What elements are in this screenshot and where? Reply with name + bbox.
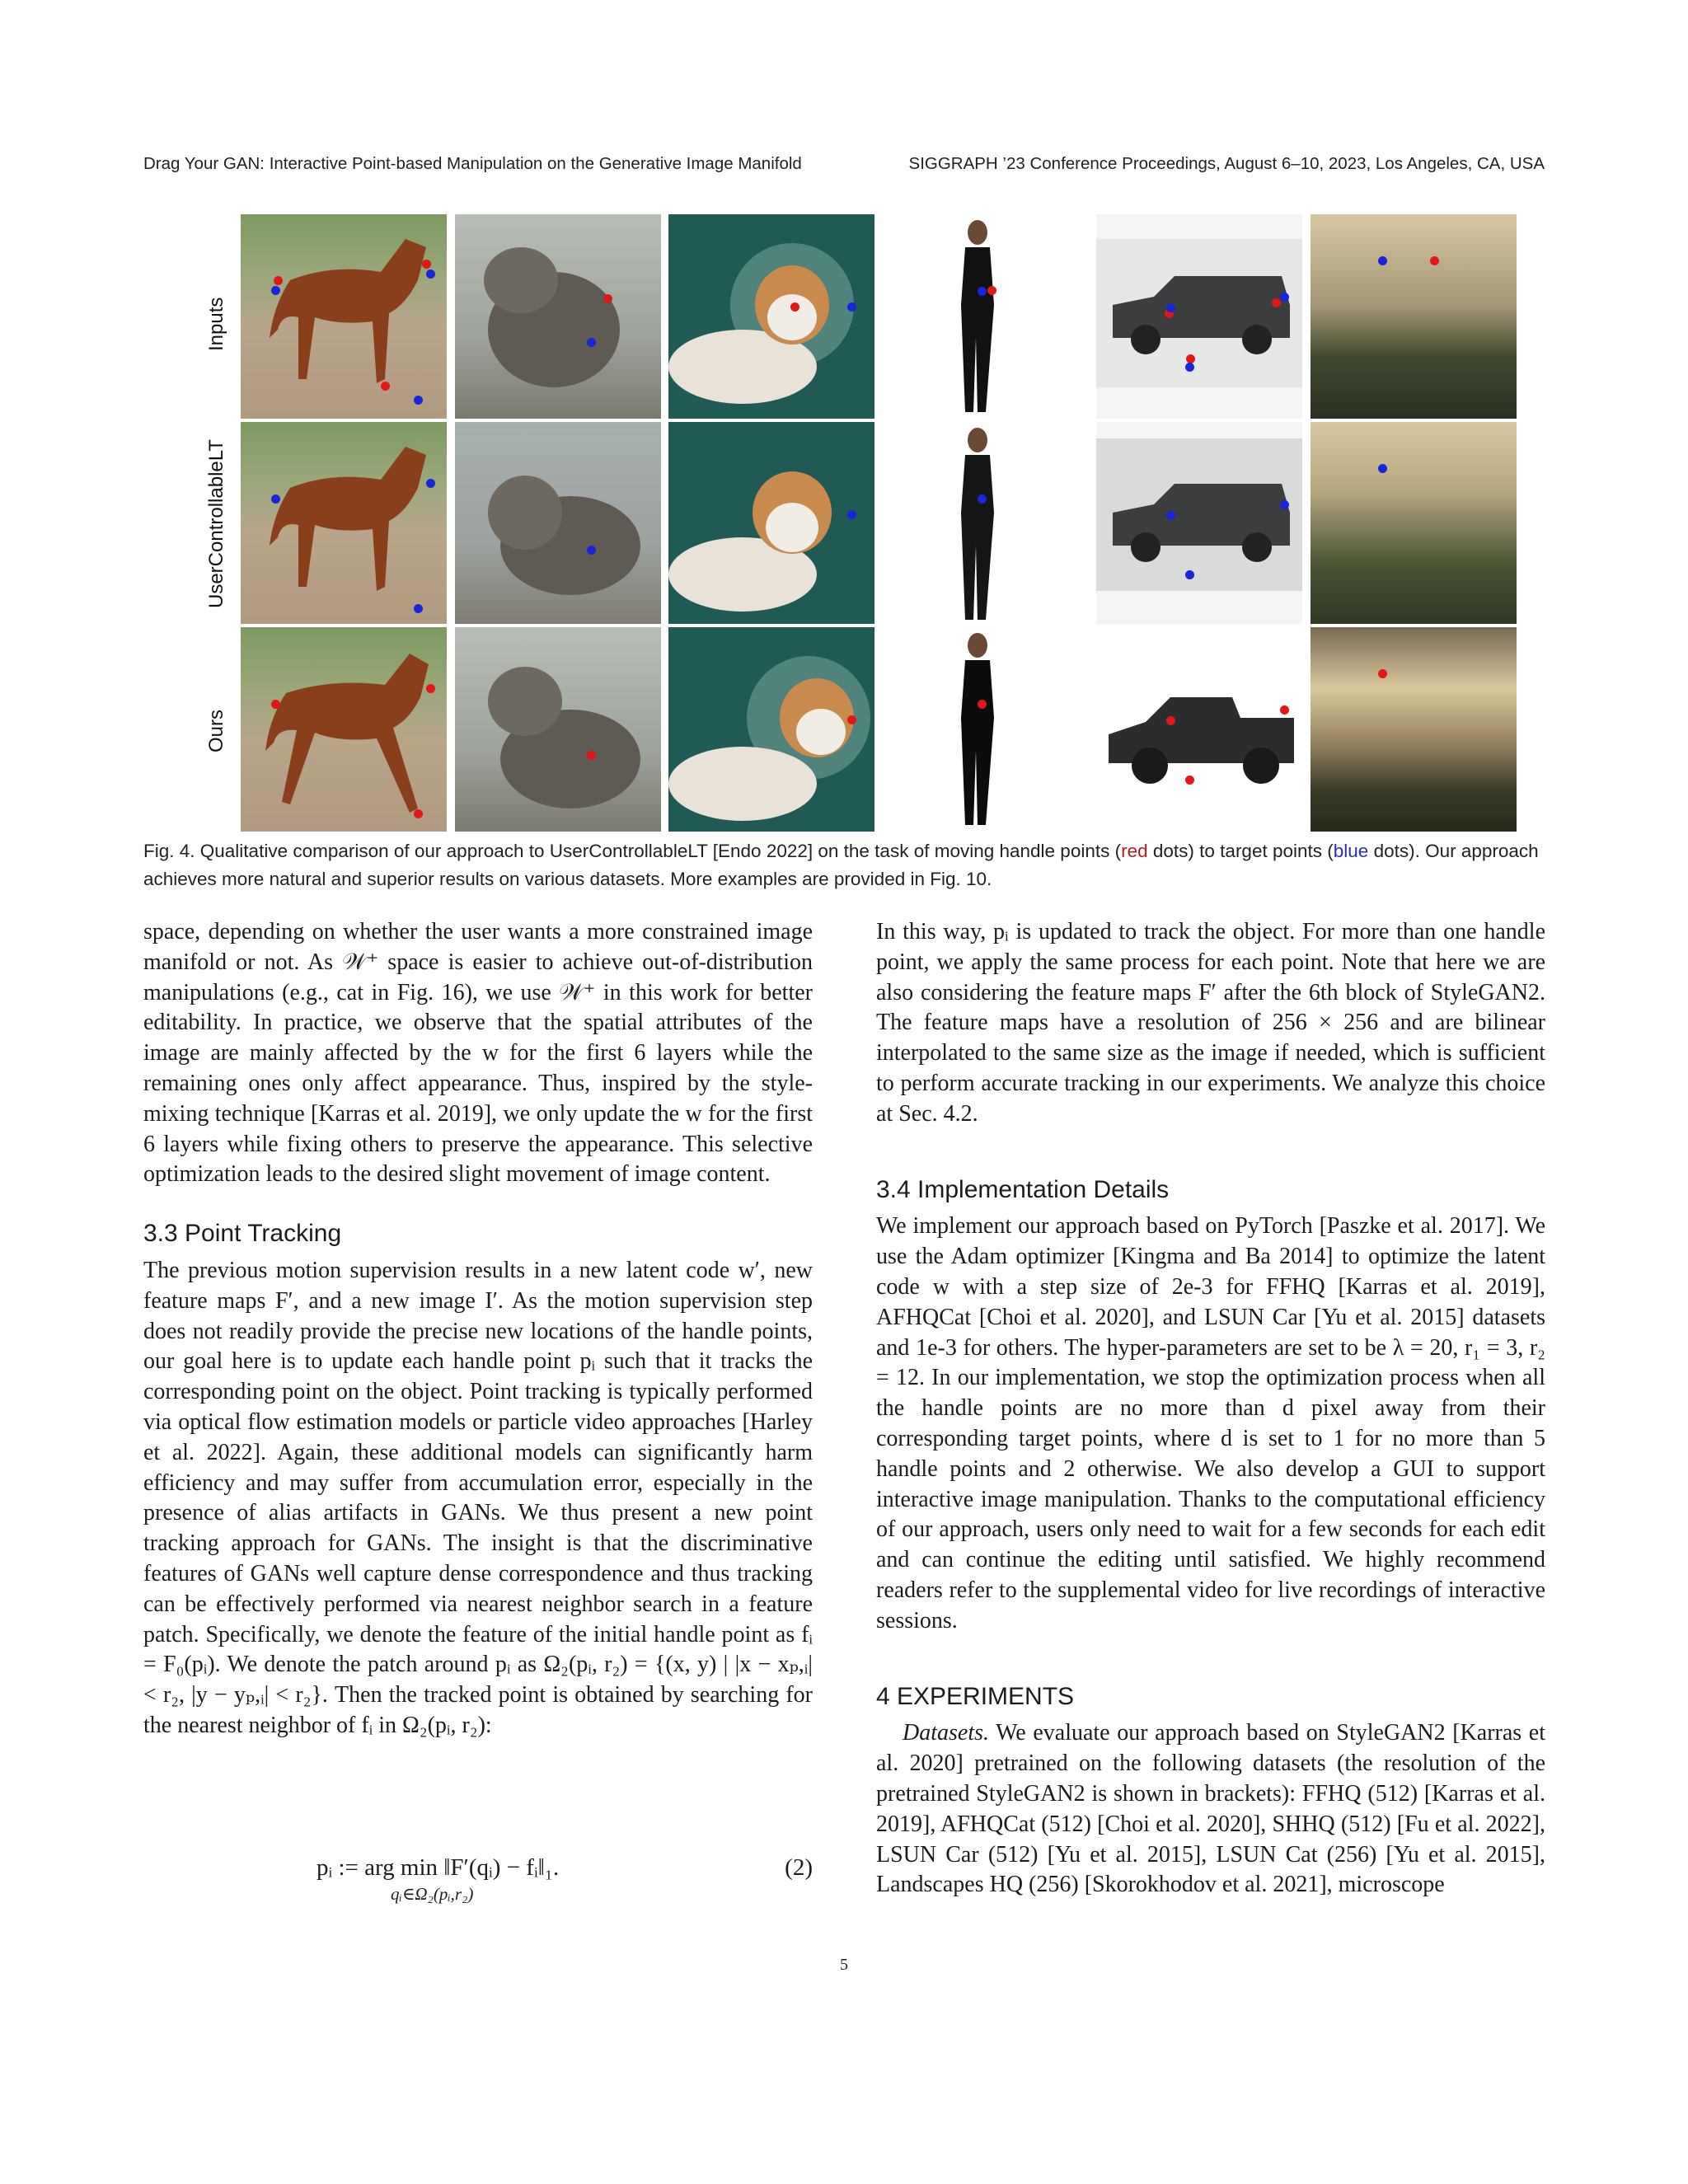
image-landscape-input bbox=[1311, 214, 1517, 419]
image-landscape-ours bbox=[1311, 627, 1517, 832]
image-woman-baseline bbox=[883, 422, 1089, 624]
equation-subscript: qᵢ∈Ω₂(pᵢ,r₂) bbox=[391, 1884, 474, 1904]
image-car-input bbox=[1096, 214, 1302, 419]
equation-body: pᵢ := arg min ‖F′(qᵢ) − fᵢ‖₁. bbox=[316, 1854, 560, 1881]
image-horse-ours bbox=[241, 627, 447, 832]
image-cat-baseline bbox=[668, 422, 874, 624]
datasets-lead: Datasets. bbox=[903, 1720, 989, 1746]
right-column bbox=[876, 917, 1545, 1900]
page-number: 5 bbox=[840, 1956, 848, 1974]
paragraph-latent-space: space, depending on whether the user wants a more constrained image manifold or not. As 𝒲⁺ space is easier to achieve out-of-distribution manipulations (e.g., cat in Fig. 16), we use 𝒲⁺ in this work for better editability. In practice, we observe that the spatial attributes of the image are mainly affected by the w for the first 6 layers while the remaining ones only affect appearance. Thus, inspired by the style-mixing technique [Karras et al. 2019], we only update the w for the first 6 layers while fixing others to preserve the appearance. This selective optimization leads to the desired slight movement of image content. bbox=[143, 919, 813, 1188]
paragraph-datasets bbox=[876, 1718, 1545, 1900]
image-horse-input bbox=[241, 214, 447, 419]
image-woman-ours bbox=[883, 627, 1089, 832]
caption-text-3: dots). Our approach achieves more natural and superior results on various datasets. More examples are provided in Fig. 10. bbox=[143, 841, 1539, 889]
running-head-title: Drag Your GAN: Interactive Point-based Manipulation on the Generative Image Manifold bbox=[143, 154, 802, 173]
section-heading-3-3: 3.3 Point Tracking bbox=[143, 1220, 342, 1248]
left-column bbox=[143, 917, 813, 1741]
equation-number: (2) bbox=[785, 1854, 813, 1881]
image-dog-ours bbox=[455, 627, 661, 832]
figure-4: Inputs UserControllableLT Ours bbox=[143, 214, 1545, 837]
image-landscape-baseline bbox=[1311, 422, 1517, 624]
caption-text-1: Fig. 4. Qualitative comparison of our approach to UserControllableLT [Endo 2022] on the task of moving handle points ( bbox=[143, 841, 1122, 861]
section-heading-3-4: 3.4 Implementation Details bbox=[876, 1175, 1170, 1203]
image-horse-baseline bbox=[241, 422, 447, 624]
datasets-text: We evaluate our approach based on StyleGAN2 [Karras et al. 2020] pretrained on the following datasets (the resolution of the pretrained StyleGAN2 is shown in brackets): FFHQ (512) [Karras et al. 2019], AFHQCat (512) [Choi et al. 2020], SHHQ (512) [Fu et al. 2022], LSUN Car (512) [Yu et al. 2015], LSUN Cat (256) [Yu et al. 2015], Landscapes HQ (256) [Skorokhodov et al. 2021], microscope bbox=[876, 1720, 1545, 1898]
image-woman-input bbox=[883, 214, 1089, 419]
figure-caption bbox=[143, 837, 1549, 893]
image-car-baseline bbox=[1096, 422, 1302, 624]
paragraph-point-tracking: The previous motion supervision results in a new latent code w′, new feature maps F′, and a new image I′. As the motion supervision step does not readily provide the precise new locations of the handle points, our goal here is to update each handle point pᵢ such that it tracks the corresponding point on the object. Point tracking is typically performed via optical flow estimation models or particle video approaches [Harley et al. 2022]. Again, these additional models can significantly harm efficiency and may suffer from accumulation error, especially in the presence of alias artifacts in GANs. We thus present a new point tracking approach for GANs. The insight is that the discriminative features of GANs well capture dense correspondence and thus tracking can be effectively performed via nearest neighbor search in a feature patch. Specifically, we denote the feature of the initial handle point as fᵢ = F₀(pᵢ). We denote the patch around pᵢ as Ω₂(pᵢ, r₂) = {(x, y) | |x − xₚ,ᵢ| < r₂, |y − yₚ,ᵢ| < r₂}. Then the tracked point is obtained by searching for the nearest neighbor of fᵢ in Ω₂(pᵢ, r₂): bbox=[143, 1257, 813, 1738]
paragraph-tracking-update: In this way, pᵢ is updated to track the object. For more than one handle point, we apply the same process for each point. Note that here we are also considering the feature maps F′ after the 6th block of StyleGAN2. The feature maps have a resolution of 256 × 256 and are bilinear interpolated to the same size as the image if needed, which is sufficient to perform accurate tracking in our experiments. We analyze this choice at Sec. 4.2. bbox=[876, 919, 1545, 1127]
caption-blue-word: blue bbox=[1333, 841, 1369, 861]
image-car-ours bbox=[1096, 627, 1302, 832]
caption-red-word: red bbox=[1121, 841, 1148, 861]
running-head bbox=[143, 154, 1545, 179]
image-dog-baseline bbox=[455, 422, 661, 624]
image-cat-input bbox=[668, 214, 874, 419]
paragraph-implementation: We implement our approach based on PyTorch [Paszke et al. 2017]. We use the Adam optimizer [Kingma and Ba 2014] to optimize the latent code w with a step size of 2e-3 for FFHQ [Karras et al. 2019], AFHQCat [Choi et al. 2020], and LSUN Car [Yu et al. 2015] datasets and 1e-3 for others. The hyper-parameters are set to be λ = 20, r₁ = 3, r₂ = 12. In our implementation, we stop the optimization process when all the handle points are no more than d pixel away from their corresponding target points, where d is set to 1 for no more than 5 handle points and 2 otherwise. We also develop a GUI to support interactive image manipulation. Thanks to the computational efficiency of our approach, users only need to wait for a few seconds for each edit and can continue the editing until satisfied. We highly recommend readers refer to the supplemental video for live recordings of interactive sessions. bbox=[876, 1213, 1545, 1633]
caption-text-2: dots) to target points ( bbox=[1147, 841, 1334, 861]
image-dog-input bbox=[455, 214, 661, 419]
equation-2 bbox=[143, 1853, 813, 1910]
section-heading-4: 4 EXPERIMENTS bbox=[876, 1682, 1075, 1710]
image-cat-ours bbox=[668, 627, 874, 832]
running-head-venue: SIGGRAPH ’23 Conference Proceedings, August 6–10, 2023, Los Angeles, CA, USA bbox=[908, 154, 1545, 173]
